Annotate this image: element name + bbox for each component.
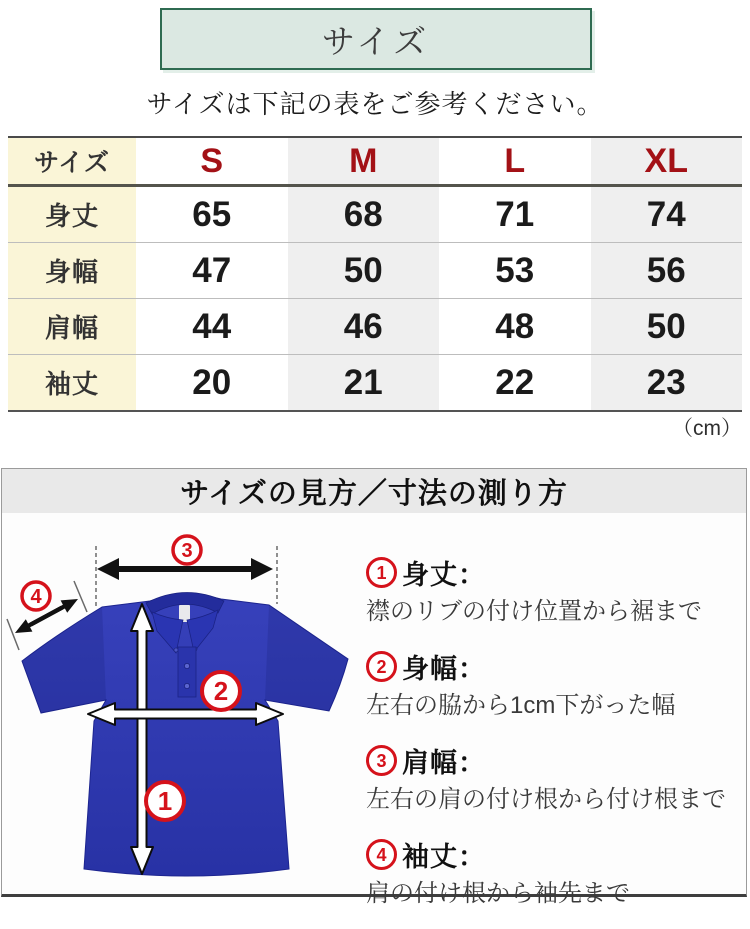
table-cell: 74 (591, 186, 743, 243)
marker-4: 4 (30, 586, 42, 608)
legend-term: 身丈： (402, 560, 486, 590)
legend-description: 肩の付け根から袖先まで (366, 880, 630, 907)
table-cell: 20 (136, 355, 288, 412)
polo-shirt-diagram (6, 519, 364, 893)
table-cell: 46 (288, 299, 440, 355)
legend-term: 身幅： (402, 654, 486, 684)
column-header-xl: XL (591, 137, 743, 186)
table-cell: 48 (439, 299, 591, 355)
legend-description: 左右の肩の付け根から付け根まで (366, 786, 726, 813)
legend-description: 襟のリブの付け位置から裾まで (366, 598, 702, 625)
column-header-l: L (439, 137, 591, 186)
row-label: 身丈 (8, 186, 136, 243)
marker-3: 3 (181, 540, 193, 562)
row-label: 身幅 (8, 243, 136, 299)
table-row-body-length (8, 186, 742, 243)
legend-description: 左右の脇から1cm下がった幅 (366, 692, 676, 719)
table-cell: 47 (136, 243, 288, 299)
table-row-body-width (8, 243, 742, 299)
table-cell: 50 (288, 243, 440, 299)
legend-term: 肩幅： (402, 748, 486, 778)
size-section-title-box (160, 8, 592, 70)
legend-item-shoulder-width (366, 741, 746, 815)
sleeve-tick-left (7, 619, 19, 650)
table-cell: 68 (288, 186, 440, 243)
legend-number-badge: 3 (366, 745, 397, 776)
table-cell: 53 (439, 243, 591, 299)
table-cell: 22 (439, 355, 591, 412)
column-header-m: M (288, 137, 440, 186)
marker-1: 1 (157, 786, 173, 816)
measure-guide-title: サイズの見方／寸法の測り方 (2, 469, 746, 513)
right-sleeve-shade (265, 605, 348, 711)
column-header-s: S (136, 137, 288, 186)
legend-number-badge: 1 (366, 557, 397, 588)
table-cell: 56 (591, 243, 743, 299)
legend-item-sleeve-length (366, 835, 746, 909)
table-row-shoulder-width (8, 299, 742, 355)
legend-number-badge: 4 (366, 839, 397, 870)
table-cell: 21 (288, 355, 440, 412)
measure-guide-section (1, 468, 747, 907)
legend-number-badge: 2 (366, 651, 397, 682)
size-subtitle: サイズは下記の表をご参考ください。 (146, 90, 604, 119)
table-corner-label: サイズ (8, 137, 136, 186)
size-table (8, 136, 742, 412)
table-cell: 50 (591, 299, 743, 355)
placket (178, 647, 196, 697)
placket-button-2 (184, 683, 189, 688)
measure-legend (366, 553, 746, 929)
unit-note: （cm） (672, 417, 742, 440)
legend-item-body-width (366, 647, 746, 721)
placket-button-1 (184, 663, 189, 668)
sleeve-tick-right (74, 581, 87, 612)
row-label: 袖丈 (8, 355, 136, 412)
legend-term: 袖丈： (402, 842, 486, 872)
table-header-row (8, 137, 742, 186)
table-cell: 71 (439, 186, 591, 243)
table-cell: 65 (136, 186, 288, 243)
table-cell: 23 (591, 355, 743, 412)
legend-item-body-length (366, 553, 746, 627)
size-section-title: サイズ (321, 24, 431, 61)
table-cell: 44 (136, 299, 288, 355)
marker-2: 2 (213, 676, 229, 706)
row-label: 肩幅 (8, 299, 136, 355)
table-row-sleeve-length (8, 355, 742, 412)
collar-button-left (174, 648, 178, 652)
